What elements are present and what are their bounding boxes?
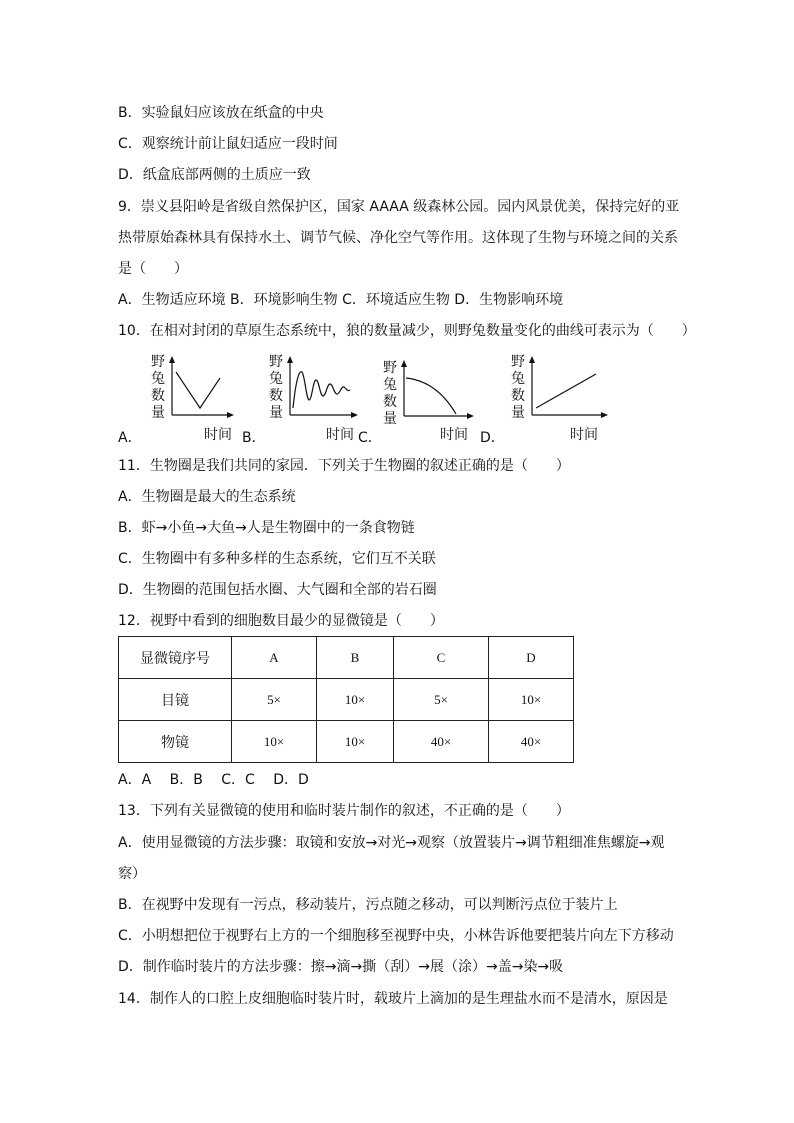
table-cell: 10× — [489, 679, 574, 721]
graph-c — [380, 356, 480, 446]
q8-option-b: B．实验鼠妇应该放在纸盒的中央 — [118, 105, 324, 121]
q13-option-a-line1: A．使用显微镜的方法步骤：取镜和安放→对光→观察（放置装片→调节粗细准焦螺旋→观 — [118, 835, 665, 851]
table-cell: 40× — [489, 721, 574, 763]
graph-d-ylabel-4: 量 — [511, 405, 525, 421]
table-cell: 显微镜序号 — [119, 637, 232, 679]
q13-option-d: D．制作临时装片的方法步骤：擦→滴→撕（刮）→展（涂）→盖→染→吸 — [118, 959, 564, 975]
graph-b-curve — [293, 372, 350, 408]
table-cell: 5× — [394, 679, 489, 721]
table-cell: 物镜 — [119, 721, 232, 763]
graph-d-ylabel-2: 兔 — [511, 371, 525, 387]
graph-a-ylabel-2: 兔 — [151, 371, 165, 387]
graph-d-xlabel: 时间 — [570, 427, 598, 443]
graph-b-xlabel: 时间 — [326, 427, 354, 443]
graph-a-curve — [176, 372, 220, 408]
graph-d-x-arrow — [601, 412, 608, 418]
graph-c-ylabel-1: 野 — [383, 360, 397, 376]
graph-c-x-arrow — [467, 413, 474, 419]
graph-d-ylabel-1: 野 — [511, 354, 525, 370]
table-cell: 40× — [394, 721, 489, 763]
q13-stem: 13．下列有关显微镜的使用和临时装片制作的叙述，不正确的是（ ） — [118, 803, 570, 819]
q12-stem: 12．视野中看到的细胞数目最少的显微镜是（ ） — [118, 613, 444, 629]
table-cell: 10× — [317, 679, 394, 721]
graph-c-curve — [406, 378, 456, 414]
graph-b-y-arrow — [287, 356, 293, 363]
q10-graphs — [118, 350, 698, 446]
q9-stem-line2: 热带原始森林具有保持水土、调节气候、净化空气等作用。这体现了生物与环境之间的关系 — [118, 230, 678, 246]
q10-stem: 10．在相对封闭的草原生态系统中，狼的数量减少，则野兔数量变化的曲线可表示为（ ） — [118, 323, 696, 339]
table-cell: 5× — [232, 679, 317, 721]
q13-option-c: C．小明想把位于视野右上方的一个细胞移至视野中央，小林告诉他要把装片向左下方移动 — [118, 928, 674, 944]
graph-d-ylabel-3: 数 — [511, 388, 525, 404]
table-cell: C — [394, 637, 489, 679]
q9-options: A．生物适应环境 B．环境影响生物 C．环境适应生物 D．生物影响环境 — [118, 292, 564, 308]
q11-stem: 11．生物圈是我们共同的家园．下列关于生物圈的叙述正确的是（ ） — [118, 458, 570, 474]
q13-option-a-line2: 察） — [118, 866, 146, 882]
table-row — [119, 721, 574, 763]
graph-b-ylabel-4: 量 — [269, 405, 283, 421]
table-cell: 目镜 — [119, 679, 232, 721]
q8-option-d: D．纸盒底部两侧的土质应一致 — [118, 167, 311, 183]
graph-c-xlabel: 时间 — [440, 427, 468, 443]
table-cell: A — [232, 637, 317, 679]
q12-options: A．A B．B C．C D．D — [118, 772, 309, 788]
graph-b-ylabel-3: 数 — [269, 388, 283, 404]
table-cell: 10× — [232, 721, 317, 763]
graph-a-ylabel-4: 量 — [151, 405, 165, 421]
q14-stem: 14．制作人的口腔上皮细胞临时装片时，载玻片上滴加的是生理盐水而不是清水，原因是 — [118, 991, 668, 1007]
graph-c-ylabel-2: 兔 — [383, 377, 397, 393]
table-cell: D — [489, 637, 574, 679]
table-cell: 10× — [317, 721, 394, 763]
graph-c-ylabel-3: 数 — [383, 394, 397, 410]
q9-stem-line1: 9．崇义县阳岭是省级自然保护区，国家 AAAA 级森林公园。园内风景优美，保持完好的亚 — [118, 199, 680, 215]
q13-option-b: B．在视野中发现有一污点，移动装片，污点随之移动，可以判断污点位于装片上 — [118, 897, 618, 913]
graph-c-ylabel-4: 量 — [383, 411, 397, 427]
graph-a-ylabel-1: 野 — [151, 354, 165, 370]
table-row — [119, 637, 574, 679]
graph-d — [508, 350, 618, 446]
graph-d-curve — [536, 374, 596, 408]
q11-option-a: A．生物圈是最大的生态系统 — [118, 489, 296, 505]
graph-c-y-arrow — [401, 360, 407, 367]
graph-c-label: C． — [358, 430, 382, 446]
graph-d-y-arrow — [529, 356, 535, 363]
graph-a-xlabel: 时间 — [204, 427, 232, 443]
table-row — [119, 679, 574, 721]
q11-option-b: B．虾→小鱼→大鱼→人是生物圈中的一条食物链 — [118, 520, 415, 536]
graph-b — [266, 350, 366, 446]
graph-b-ylabel-1: 野 — [269, 354, 283, 370]
graph-b-label: B． — [242, 430, 266, 446]
q11-option-c: C．生物圈中有多种多样的生态系统，它们互不关联 — [118, 551, 436, 567]
graph-b-x-arrow — [351, 412, 358, 418]
table-cell: B — [317, 637, 394, 679]
q8-option-c: C．观察统计前让鼠妇适应一段时间 — [118, 136, 338, 152]
graph-b-ylabel-2: 兔 — [269, 371, 283, 387]
q9-stem-line3: 是（ ） — [118, 261, 188, 277]
graph-a-label: A． — [118, 430, 142, 446]
graph-a-y-arrow — [169, 356, 175, 363]
q11-option-d: D．生物圈的范围包括水圈、大气圈和全部的岩石圈 — [118, 582, 437, 598]
graph-a — [148, 350, 238, 446]
graph-a-ylabel-3: 数 — [151, 388, 165, 404]
graph-a-x-arrow — [227, 412, 234, 418]
microscope-table — [118, 636, 574, 763]
graph-d-label: D． — [480, 430, 505, 446]
